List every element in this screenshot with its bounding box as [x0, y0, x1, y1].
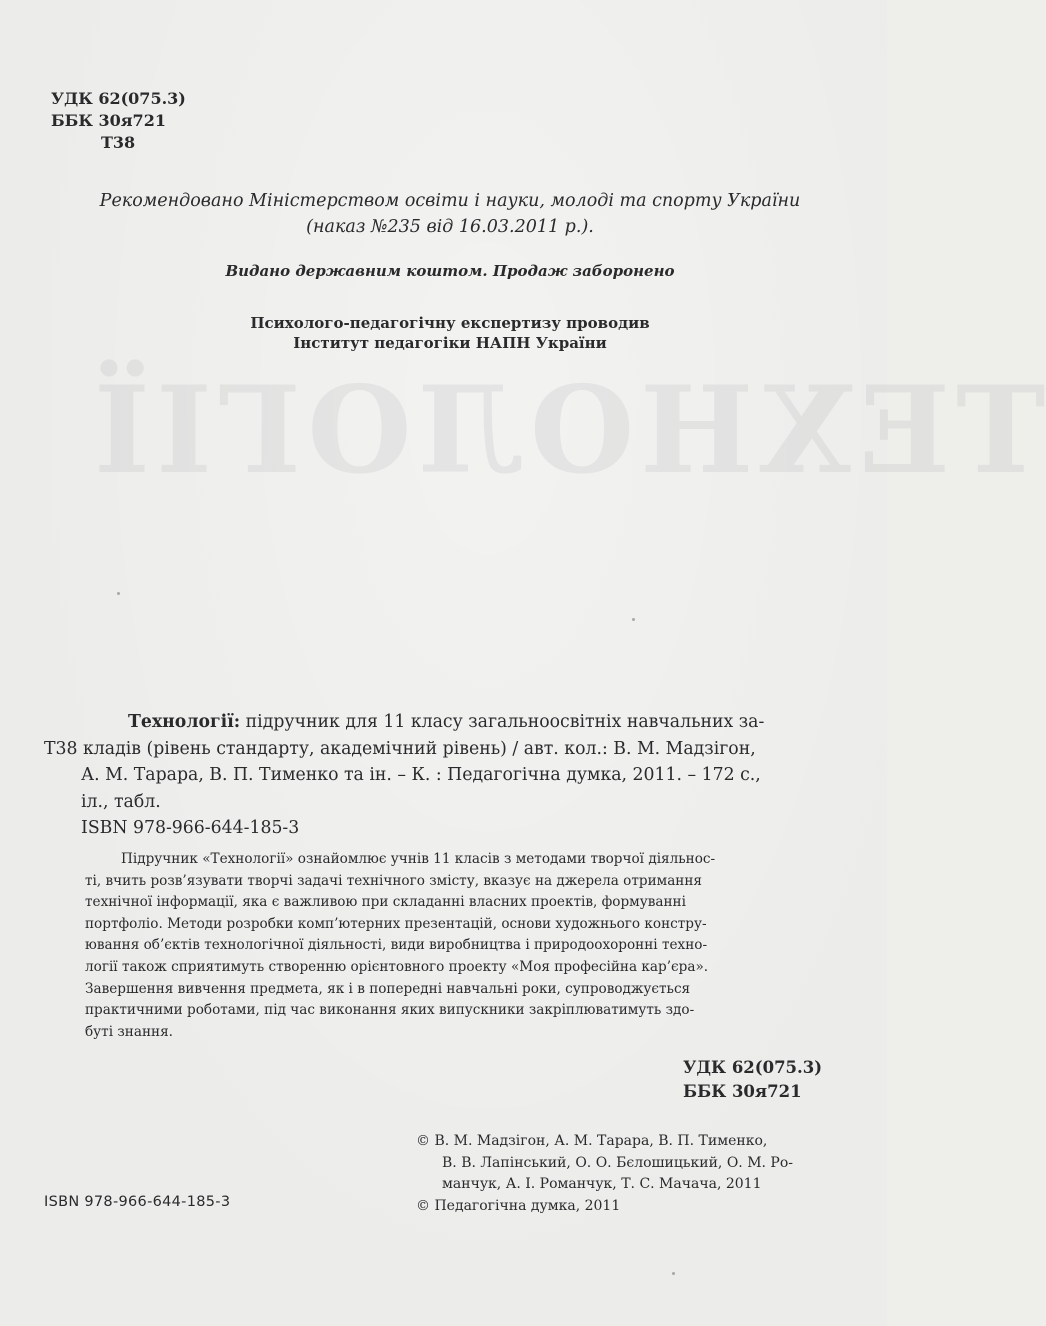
annotation-line: ті, вчить розв’язувати творчі задачі технічного змісту, вказує на джерела отримання	[85, 872, 703, 889]
biblio-line-2: Т38 кладів (рівень стандарту, академічний рівень) / авт. кол.: В. М. Мадзігон,	[44, 738, 756, 759]
copyright-line-4: © Педагогічна думка, 2011	[416, 1198, 621, 1215]
expertise-block	[40, 313, 860, 353]
copyright-line-2: В. В. Лапінський, О. О. Бєлошицький, О. М. Ро-	[442, 1154, 794, 1171]
copyright-line-3: манчук, А. І. Романчук, Т. С. Мачача, 2011	[442, 1176, 762, 1193]
recommendation-line-1: Рекомендовано Міністерством освіти і науки, молоді та спорту України	[99, 191, 801, 211]
biblio-line-4: іл., табл.	[81, 791, 161, 812]
classification-block	[51, 88, 186, 154]
annotation-line: портфоліо. Методи розробки комп’ютерних презентацій, основи художнього констру-	[85, 915, 707, 932]
state-funded-notice: Видано державним коштом. Продаж заборонено	[225, 262, 675, 280]
isbn-bottom: ISBN 978-966-644-185-3	[44, 1194, 231, 1210]
annotation-line: Підручник «Технології» ознайомлює учнів 11 класів з методами творчої діяльнос-	[121, 851, 716, 867]
expertise-line-2: Інститут педагогіки НАПН України	[293, 334, 607, 352]
print-speck	[672, 1272, 675, 1275]
footer-classification-block	[683, 1056, 822, 1104]
footer-udk-code: УДК 62(075.3)	[683, 1058, 823, 1077]
annotation-line: буті знання.	[85, 1023, 173, 1040]
recommendation-line-2: (наказ №235 від 16.03.2011 р.).	[306, 217, 594, 237]
annotation-line: логії також сприятимуть створенню орієнтовного проекту «Моя професійна кар’єра».	[85, 958, 709, 975]
copyright-line-1: © В. М. Мадзігон, А. М. Тарара, В. П. Тименко,	[416, 1133, 768, 1149]
annotation-line: практичними роботами, під час виконання яких випускники закріплюватимуть здо-	[85, 1002, 695, 1019]
annotation-line: Завершення вивчення предмета, як і в попередні навчальні роки, супроводжується	[85, 980, 691, 997]
show-through-watermark: ТЕХНОЛОГІЇ	[88, 360, 1046, 501]
annotation-line: ювання об’єктів технологічної діяльності, види виробництва і природоохоронні техно-	[85, 937, 708, 954]
annotation-paragraph	[85, 849, 850, 1043]
copyright-block	[416, 1131, 793, 1218]
print-speck	[632, 618, 635, 621]
biblio-isbn: ISBN 978-966-644-185-3	[81, 818, 300, 838]
biblio-line-1	[44, 709, 846, 736]
biblio-line-3: А. М. Тарара, В. П. Тименко та ін. – К. : Педагогічна думка, 2011. – 172 с.,	[81, 765, 761, 785]
book-title: Технології:	[128, 712, 241, 732]
bibliographic-description	[44, 709, 846, 842]
annotation-line: технічної інформації, яка є важливою при складанні власних проектів, формуванні	[85, 894, 686, 911]
ministry-recommendation	[40, 188, 860, 240]
footer-bbk-code: ББК 30я721	[683, 1082, 802, 1101]
udk-code: УДК 62(075.3)	[51, 89, 186, 108]
expertise-line-1: Психолого-педагогічну експертизу проводив	[250, 314, 650, 332]
print-speck	[117, 592, 120, 595]
bbk-code: ББК 30я721	[51, 111, 166, 130]
author-mark: Т38	[101, 133, 136, 152]
biblio-line-1-text: підручник для 11 класу загальноосвітніх навчальних за-	[240, 712, 765, 732]
